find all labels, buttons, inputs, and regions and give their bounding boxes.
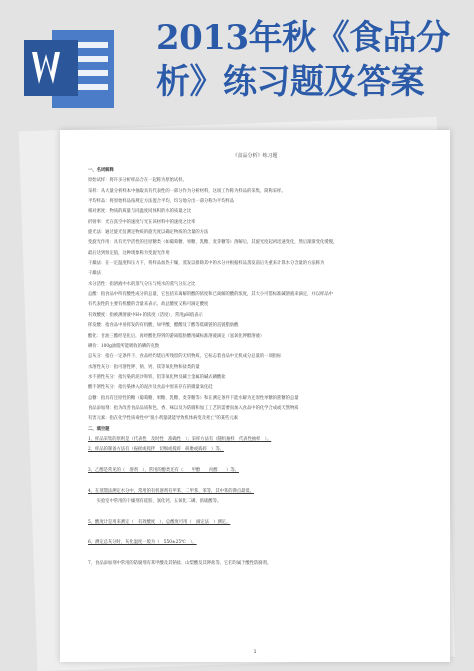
text-line: 平均样品：将原始样品按规定方法混合平均，均匀地分出一部分称为平均样品 xyxy=(88,199,235,205)
text-line: 原始试样：将许多分析样品合在一起称为原始试样。 xyxy=(88,178,187,184)
text-line: 酸不溶性灰分：指污染掺入的泥沙及食品中原来存在的微量氧化硅 xyxy=(88,385,213,391)
text-line: 水溶性灰分：指可溶性钾、钠、钙、镁等氧化物和盐类的量 xyxy=(88,364,200,370)
section-heading: 二、填空题 xyxy=(88,426,110,432)
text-line: 有代表性的主要有机酸的含量来表示，故总酸度又称可滴定酸度 xyxy=(88,302,209,308)
text-line xyxy=(88,549,428,559)
text-line: 相对密度：物质的质量与同温度同体积的水的质量之比 xyxy=(88,209,192,215)
text-line: 旋光法：通过旋光仪测定物质的旋光度以确定物质的含量的方法 xyxy=(88,230,209,236)
text-line: 挥发酸：指食品中易挥发的有机酸，如甲酸、醋酸及丁酸等低碳链的直链脂肪酸 xyxy=(88,323,239,329)
text-line: 有害元素：指在化学性质毒性中"很小剂量就能导致机体病变及死亡"的某些元素 xyxy=(88,416,239,422)
page-number: 1 xyxy=(253,650,257,655)
section-heading: 一、名词解释 xyxy=(88,168,114,173)
text-line: 有效酸度：指被测溶液中H+的浓度（活度），常用pH值表示 xyxy=(88,312,203,318)
text-line: 7、食品添加剂中常用的防腐剂有苯甲酸及其钠盐、山梨酸及其钾盐等，它们均属于酸性防腐剂。 xyxy=(88,561,272,567)
text-line: 碘价：100g油脂所能吸收的碘的克数 xyxy=(88,343,160,349)
text-line: 食品添加剂：指为改善食品品质和色、香、味以及为防腐和加工工艺的需要而加入食品中的化学合成或天然物质 xyxy=(88,405,299,411)
text-line xyxy=(88,476,428,486)
text-line: 4、在蒸馏法测定水分中，常用的有机溶剂有甲苯、二甲苯、苯等，其中苯的沸点最低。 xyxy=(88,488,255,494)
text-line xyxy=(88,507,428,517)
text-line: 变旋光作用：具有光学活性的还原糖类（如葡萄糖、果糖、乳糖、麦芽糖等）溶解后，其旋光度起初迅速变化，然后渐渐变化缓慢， xyxy=(88,240,338,246)
text-line: 5、酸度计是用来测定（ 有效酸度 ），总酸度可用（ 滴定法 ）测定。 xyxy=(88,519,231,525)
text-line: 折射率：光在真空中的速度与光在该材料中的速度之比率 xyxy=(88,219,196,225)
text-line: 总酸：指食品中所有酸性成分的总量，它包括未离解的酸的浓度和已离解的酸的浓度，其大小可借标准碱溶液来滴定，并以样品中 xyxy=(88,292,333,298)
text-line: 水分活性：指溶液中水的蒸气分压与纯水的蒸气分压之比 xyxy=(88,281,196,287)
word-document-icon xyxy=(22,26,122,112)
text-line: 水不溶性灰分：指污染的泥沙和铁、铝等氧化物及碱土金属的碱式磷酸盐 xyxy=(88,374,226,380)
page-title: 2013年秋《食品分析》练习题及答案 xyxy=(156,18,450,102)
document-body xyxy=(88,166,428,569)
text-line: 最后达到恒定值，这种现象称为变旋光作用 xyxy=(88,250,170,256)
document-page xyxy=(60,130,450,662)
document-heading: 《食品分析》练习题 xyxy=(232,153,278,159)
text-line: 干燥法：在一定温度和压力下，将样品加热干燥，蒸发以排除其中的水分并根据样品蒸发前后失重来计算水分含量的方法称为 xyxy=(88,261,325,267)
text-line xyxy=(88,456,428,466)
text-line: 6、测定总灰分时，灰化温度一般为（ 550±25℃ ）。 xyxy=(88,540,197,546)
text-line: 总糖：指具有还原性的糖（葡萄糖、果糖、乳糖、麦芽糖等）和在测定条件下能水解为还原性单糖的蔗糖的总量 xyxy=(88,395,299,401)
text-line: 采样：从大量分析样本中抽取具有代表性的一部分作为分析材料，这项工作称为样品的采集，简称采样。 xyxy=(88,188,286,194)
text-line: 酯化：甘油三酯经皂化后，再经酸化得到的游离脂肪酸用碱标准溶液滴定（氢氧化钾醇溶液） xyxy=(88,333,265,339)
text-line: 总灰分：指在一定条件下，食品经灼烧后所残留的无机物质，它标志着食品中无机成分总量的一项指标 xyxy=(88,354,282,360)
text-line: 干燥法 xyxy=(88,271,101,277)
text-line: 3、乙醇是常见的（ 溶剂 ），常用的醇类还有（ 甲醇 丙醇 ）等。 xyxy=(88,467,239,473)
text-line xyxy=(88,528,428,538)
text-line: 1、样品采集的原则是（代表性 及时性 准确性 ）；采样方法有（随机抽样 代表性抽样 ）。 xyxy=(88,436,272,442)
text-line: 2、样品的制备方法有（振摇或搅拌 切细或搅碎 研磨或捣碎 ）等。 xyxy=(88,447,224,453)
text-line: 实验室中常用的干燥剂有硅胶、氯化钙、五氧化二磷、浓硫酸等。 xyxy=(88,499,222,504)
